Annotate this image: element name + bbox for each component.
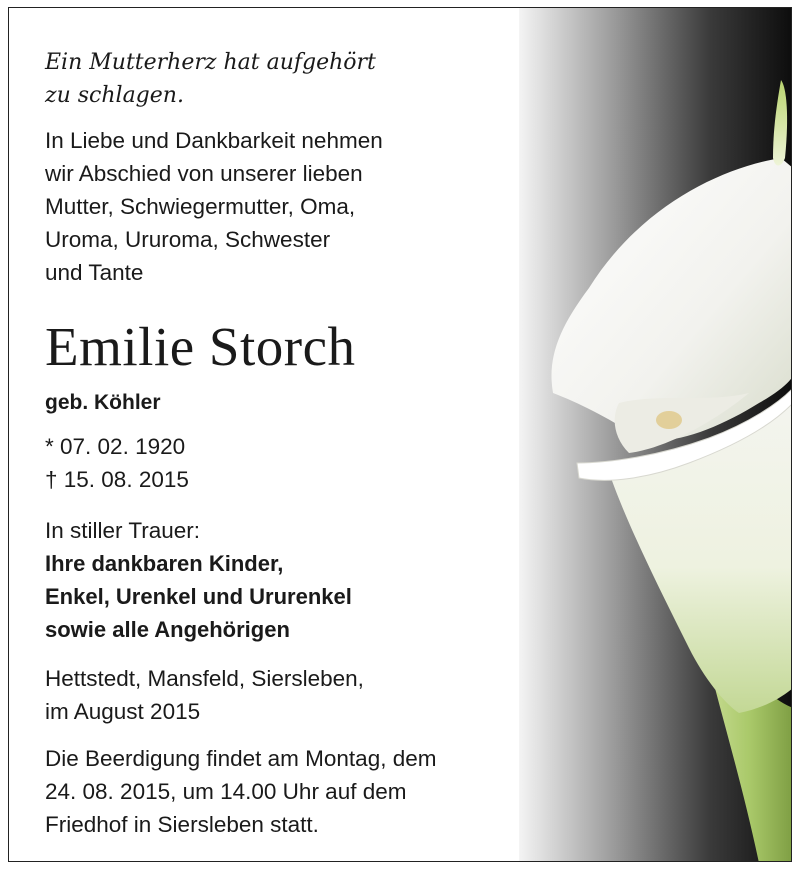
deceased-name: Emilie Storch: [45, 316, 356, 377]
life-dates: [45, 430, 189, 496]
motto: [45, 46, 376, 112]
calla-lily-image: [519, 8, 792, 862]
place-line: Hettstedt, Mansfeld, Siersleben,: [45, 666, 364, 691]
mourners-line: Enkel, Urenkel und Ururenkel: [45, 584, 352, 609]
mourners-label: In stiller Trauer:: [45, 518, 201, 543]
funeral-line: Die Beerdigung findet am Montag, dem: [45, 746, 437, 771]
mourners-list: [45, 547, 352, 646]
calla-lily-flower-icon: [519, 8, 792, 862]
place-line: im August 2015: [45, 699, 201, 724]
obituary-notice: [8, 7, 792, 862]
mourners-line: Ihre dankbaren Kinder,: [45, 551, 284, 576]
place-and-date: [45, 662, 364, 728]
intro-line: Uroma, Ururoma, Schwester: [45, 227, 331, 252]
death-date: † 15. 08. 2015: [45, 467, 189, 492]
funeral-info: [45, 742, 436, 841]
mourners-line: sowie alle Angehörigen: [45, 617, 290, 642]
intro-text: [45, 124, 383, 289]
intro-line: Mutter, Schwiegermutter, Oma,: [45, 194, 356, 219]
intro-line: wir Abschied von unserer lieben: [45, 161, 363, 186]
maiden-name: geb. Köhler: [45, 391, 161, 414]
intro-line: In Liebe und Dankbarkeit nehmen: [45, 128, 383, 153]
motto-line: zu schlagen.: [45, 83, 184, 108]
funeral-line: Friedhof in Siersleben statt.: [45, 812, 319, 837]
funeral-line: 24. 08. 2015, um 14.00 Uhr auf dem: [45, 779, 407, 804]
birth-date: * 07. 02. 1920: [45, 434, 186, 459]
motto-line: Ein Mutterherz hat aufgehört: [45, 50, 376, 75]
intro-line: und Tante: [45, 260, 144, 285]
